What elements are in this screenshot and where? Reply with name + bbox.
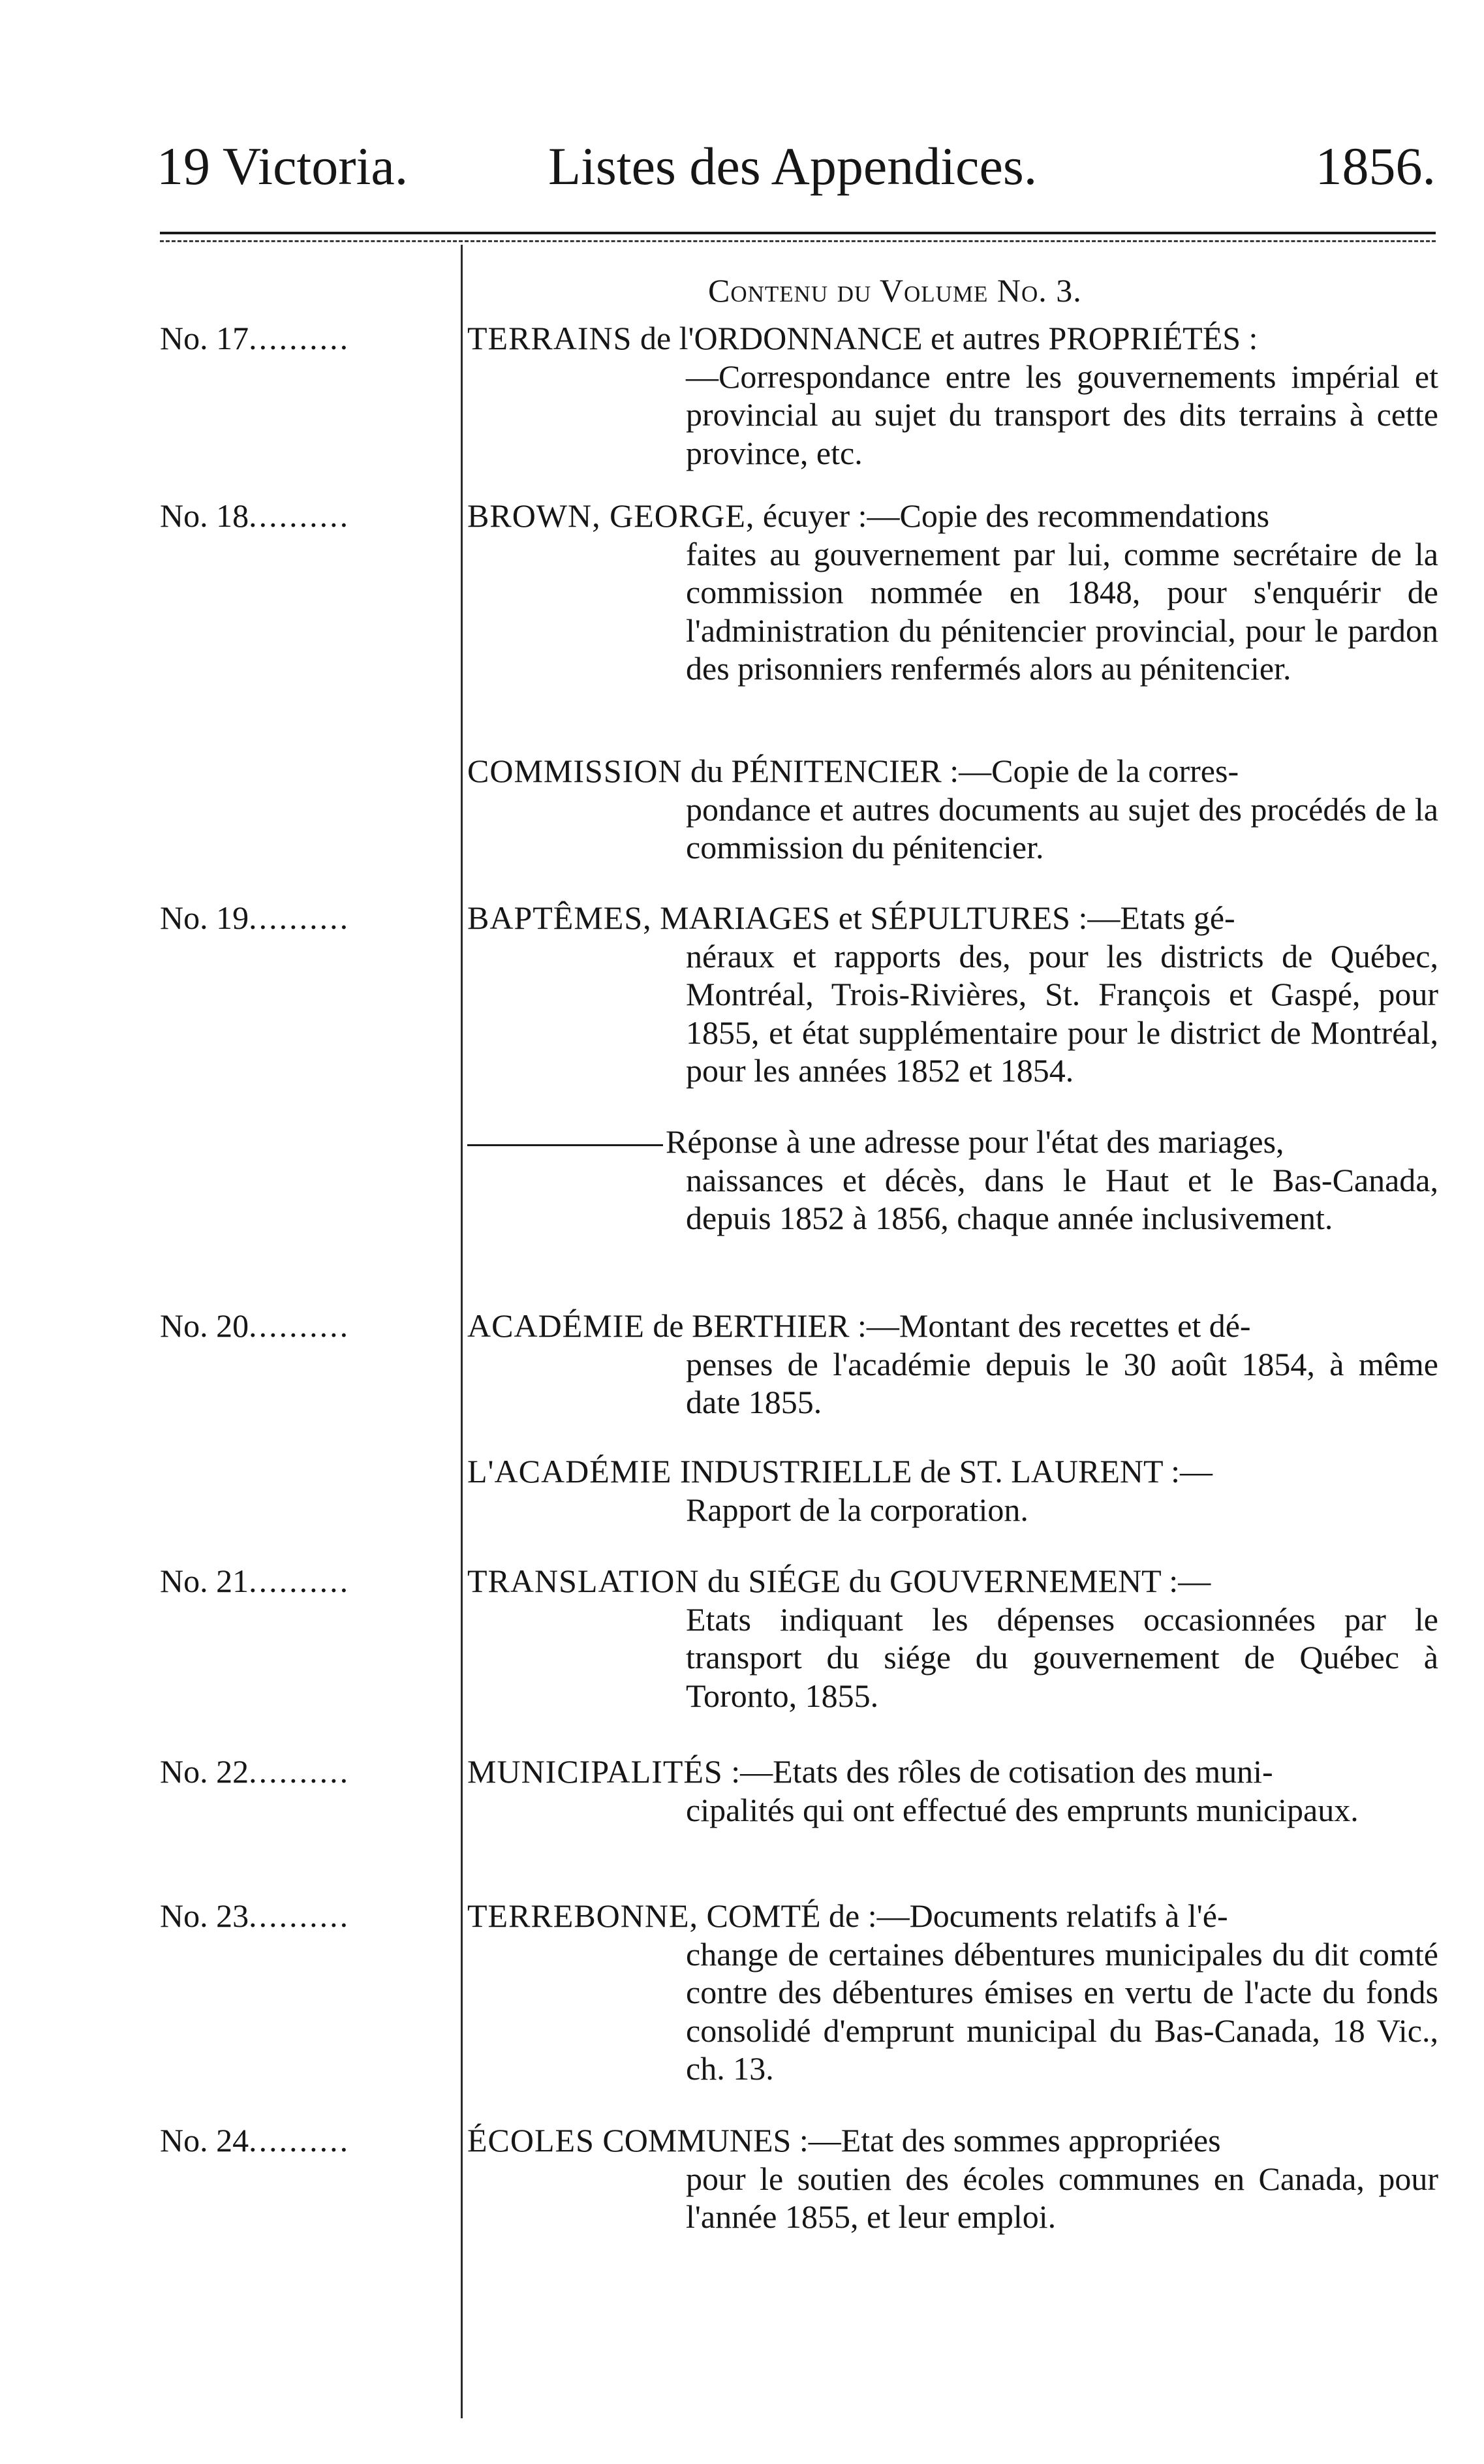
volume-heading: Contenu du Volume No. 3. bbox=[708, 272, 1082, 309]
appendix-number: No. 18.......... bbox=[160, 497, 350, 534]
entry-subject: BROWN, GEORGE, bbox=[467, 497, 755, 534]
page-header bbox=[157, 127, 1436, 206]
column-divider bbox=[461, 245, 463, 2418]
appendix-number: No. 20.......... bbox=[160, 1307, 350, 1344]
entry-subject: BAPTÊMES, bbox=[467, 899, 652, 936]
appendix-entry: MUNICIPALITÉS :—Etats des rôles de cotisation des muni- cipalités qui ont effectué des emprunts municipaux. bbox=[467, 1753, 1438, 1829]
appendix-number: No. 24.......... bbox=[160, 2122, 350, 2159]
header-regnal-year: 19 Victoria. bbox=[157, 136, 409, 196]
entry-description: —Correspondance entre les gouvernements impérial et provincial au sujet du transport des dits terrains à cette province, etc. bbox=[686, 358, 1438, 471]
header-title: Listes des Appendices. bbox=[548, 136, 1038, 196]
entry-description: néraux et rapports des, pour les districts de Québec, Montréal, Trois-Rivières, St. François et Gaspé, pour 1855, et état supplémentaire pour le district de Montréal, pour les années 1852 et 1854. bbox=[686, 937, 1438, 1089]
appendix-entry: BROWN, GEORGE, écuyer :—Copie des recommendations faites au gouvernement par lui, comme secrétaire de la commission nommée en 1848, pour s'enquérir de l'administration du pénitencier provincial, pour le pardon des prisonniers renfermés alors au pénitencier. bbox=[467, 497, 1438, 687]
header-year: 1856. bbox=[1315, 136, 1436, 196]
appendix-entry: L'ACADÉMIE INDUSTRIELLE de ST. LAURENT :— Rapport de la corporation. bbox=[467, 1452, 1438, 1529]
entry-subject: TRANSLATION bbox=[467, 1563, 700, 1599]
entry-subject: COMMISSION bbox=[467, 753, 683, 789]
entry-description: Rapport de la corporation. bbox=[686, 1491, 1028, 1528]
appendix-number: No. 23.......... bbox=[160, 1897, 350, 1934]
entry-description: faites au gouvernement par lui, comme secrétaire de la commission nommée en 1848, pour s'enquérir de l'administration du pénitencier provincial, pour le pardon des prisonniers renfermés alors au pénitencier. bbox=[686, 535, 1438, 687]
appendix-number: No. 17.......... bbox=[160, 320, 350, 356]
entry-description: penses de l'académie depuis le 30 août 1854, à même date 1855. bbox=[686, 1345, 1438, 1420]
appendix-number: No. 22.......... bbox=[160, 1753, 350, 1790]
entry-subject: TERREBONNE, bbox=[467, 1897, 699, 1934]
appendix-entry: ACADÉMIE de BERTHIER :—Montant des recettes et dé- penses de l'académie depuis le 30 août 1854, à même date 1855. bbox=[467, 1307, 1438, 1420]
appendix-entry: TERRAINS de l'ORDONNANCE et autres PROPRIÉTÉS : —Correspondance entre les gouvernements impérial et provincial au sujet du transport des dits terrains à cette province, etc. bbox=[467, 320, 1438, 471]
appendix-entry-continued: Réponse à une adresse pour l'état des mariages, naissances et décès, dans le Haut et le Bas-Canada, depuis 1852 à 1856, chaque année inclusivement. bbox=[467, 1123, 1438, 1238]
header-rule-dashed bbox=[160, 240, 1436, 242]
appendix-entry: COMMISSION du PÉNITENCIER :—Copie de la corres- pondance et autres documents au sujet des procédés de la commission du pénitencier. bbox=[467, 753, 1438, 866]
entry-description: naissances et décès, dans le Haut et le Bas-Canada, depuis 1852 à 1856, chaque année inclusivement. bbox=[686, 1161, 1438, 1236]
entry-description: pour le soutien des écoles communes en Canada, pour l'année 1855, et leur emploi. bbox=[686, 2160, 1438, 2235]
entry-subject: L'ACADÉMIE bbox=[467, 1453, 672, 1489]
header-rule bbox=[160, 232, 1436, 234]
appendix-entry: TERREBONNE, COMTÉ de :—Documents relatifs à l'é- change de certaines débentures municipales du dit comté contre des débentures émises en vertu de l'acte du fonds consolidé d'emprunt municipal du Bas-Canada, 18 Vic., ch. 13. bbox=[467, 1897, 1438, 2087]
entry-description: Etats indiquant les dépenses occasionnées par le transport du siége du gouvernement de Québec à Toronto, 1855. bbox=[686, 1600, 1438, 1714]
entry-description: cipalités qui ont effectué des emprunts municipaux. bbox=[686, 1791, 1359, 1828]
entry-description: change de certaines débentures municipales du dit comté contre des débentures émises en vertu de l'acte du fonds consolidé d'emprunt municipal du Bas-Canada, 18 Vic., ch. 13. bbox=[686, 1935, 1438, 2087]
entry-description: pondance et autres documents au sujet des procédés de la commission du pénitencier. bbox=[686, 790, 1438, 866]
appendix-entry: BAPTÊMES, MARIAGES et SÉPULTURES :—Etats gé- néraux et rapports des, pour les districts de Québec, Montréal, Trois-Rivières, St. François et Gaspé, pour 1855, et état supplémentaire pour le district de Montréal, pour les années 1852 et 1854. bbox=[467, 899, 1438, 1089]
appendix-entry: ÉCOLES COMMUNES :—Etat des sommes appropriées pour le soutien des écoles communes en Canada, pour l'année 1855, et leur emploi. bbox=[467, 2122, 1438, 2235]
entry-subject: TERRAINS bbox=[467, 320, 632, 356]
appendix-number: No. 19.......... bbox=[160, 899, 350, 936]
entry-subject: ÉCOLES bbox=[467, 2122, 595, 2159]
entry-subject: ACADÉMIE bbox=[467, 1307, 645, 1344]
ditto-dash bbox=[467, 1144, 663, 1146]
appendix-number: No. 21.......... bbox=[160, 1563, 350, 1599]
entry-subject: MUNICIPALITÉS bbox=[467, 1753, 723, 1790]
appendix-entry: TRANSLATION du SIÉGE du GOUVERNEMENT :— Etats indiquant les dépenses occasionnées par le transport du siége du gouvernement de Québec à Toronto, 1855. bbox=[467, 1563, 1438, 1714]
